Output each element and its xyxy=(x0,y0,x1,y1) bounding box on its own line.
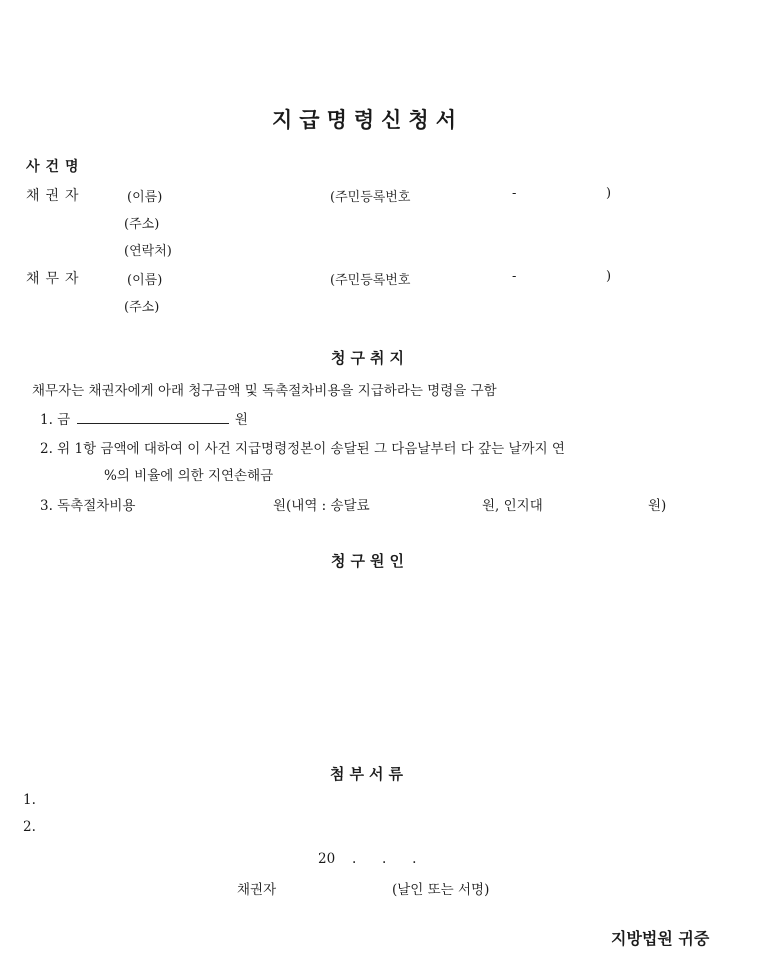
creditor-name-label: (이름) xyxy=(127,190,163,205)
claim-purpose-intro: 채무자는 채권자에게 아래 청구금액 및 독촉절차비용을 지급하라는 명령을 구함 xyxy=(32,383,497,399)
creditor-rrn-label: (주민등록번호 xyxy=(330,190,411,205)
claim-item-3-detail2: 원, 인지대 xyxy=(482,498,543,514)
claim-item-2-line1: 2. 위 1항 금액에 대하여 이 사건 지급명령정본이 송달된 그 다음날부터 다 갚는 날까지 연 xyxy=(40,441,565,457)
debtor-rrn-close: ) xyxy=(606,269,612,284)
debtor-address-label: (주소) xyxy=(124,300,160,315)
creditor-contact-label: (연락처) xyxy=(124,244,172,259)
claim-purpose-heading: 청구취지 xyxy=(331,349,409,367)
amount-blank-line xyxy=(77,411,229,424)
claim-item-3-detail3: 원) xyxy=(648,498,667,514)
debtor-rrn-label: (주민등록번호 xyxy=(330,273,411,288)
claim-cause-heading: 청구원인 xyxy=(331,552,409,570)
document-title: 지급명령신청서 xyxy=(272,107,464,132)
signature-creditor-label: 채권자 xyxy=(237,882,277,898)
date-dots: . . . xyxy=(352,851,417,867)
court-addressee: 지방법원 귀중 xyxy=(611,929,710,948)
claim-item-1-prefix: 1. 금 xyxy=(40,412,71,428)
creditor-rrn-dash: - xyxy=(512,186,517,201)
signature-seal-label: (날인 또는 서명) xyxy=(392,882,490,898)
claim-item-1 xyxy=(40,408,248,428)
attachment-item-1: 1. xyxy=(23,792,36,808)
debtor-name-label: (이름) xyxy=(127,273,163,288)
debtor-label: 채무자 xyxy=(26,271,85,287)
creditor-rrn-close: ) xyxy=(606,186,612,201)
claim-item-1-suffix: 원 xyxy=(234,412,248,428)
claim-item-3-detail: 원(내역 : 송달료 xyxy=(273,498,370,514)
creditor-label: 채권자 xyxy=(26,188,85,204)
date-year-prefix: 20 xyxy=(318,851,336,867)
creditor-address-label: (주소) xyxy=(124,217,160,232)
case-name-label: 사건명 xyxy=(26,159,85,175)
claim-item-2-line2: %의 비율에 의한 지연손해금 xyxy=(104,468,274,484)
claim-item-3-label: 3. 독촉절차비용 xyxy=(40,498,136,514)
attachment-item-2: 2. xyxy=(23,819,36,835)
attachments-heading: 첨부서류 xyxy=(330,765,408,783)
debtor-rrn-dash: - xyxy=(512,269,517,284)
